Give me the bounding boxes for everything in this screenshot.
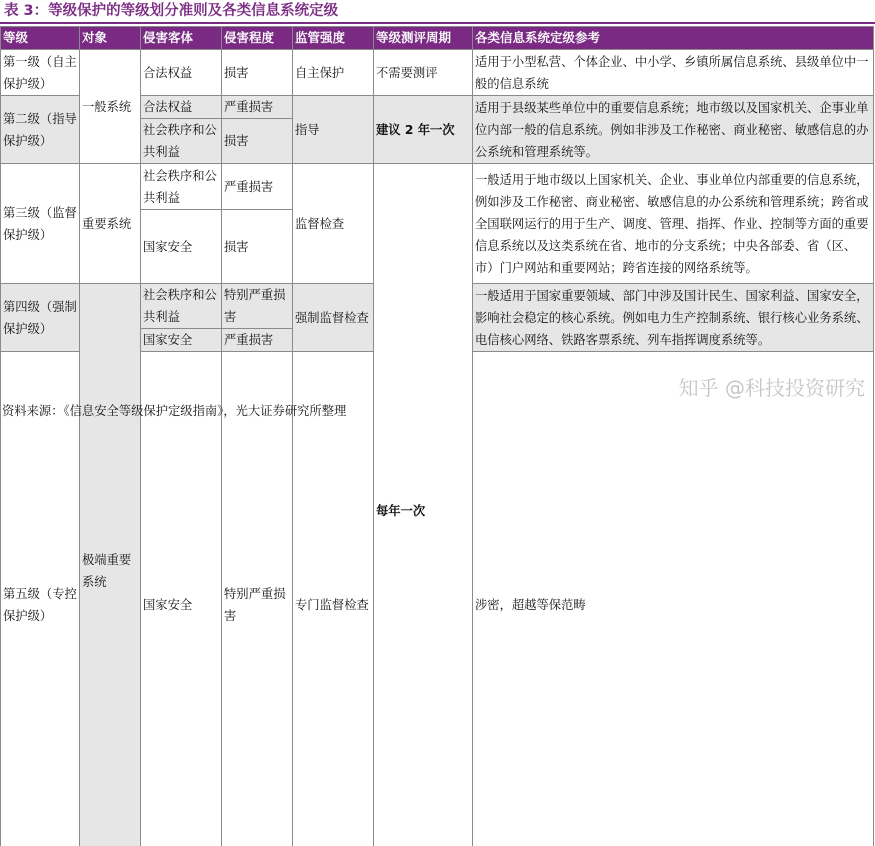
cell-reference: 一般适用于国家重要领域、部门中涉及国计民生、国家利益、国家安全，影响社会稳定的核心系统。例如电力生产控制系统、银行核心业务系统、电信核心网络、铁路客票系统、列车指挥调度系统等。: [473, 284, 874, 352]
cell-reference: 适用于小型私营、个体企业、中小学、乡镇所属信息系统、县级单位中一般的信息系统: [473, 50, 874, 96]
title-rule: [0, 22, 875, 24]
grading-table: [0, 26, 874, 846]
cell-degree: 损害: [222, 119, 293, 164]
header-cycle: 等级测评周期: [374, 27, 473, 50]
cell-victim: 社会秩序和公共利益: [141, 164, 222, 210]
header-degree: 侵害程度: [222, 27, 293, 50]
cell-supervision: 专门监督检查: [293, 352, 374, 846]
cell-degree: 特别严重损害: [222, 352, 293, 846]
cell-cycle: 建议 2 年一次: [374, 96, 473, 164]
cell-cycle: 每年一次: [374, 164, 473, 846]
header-row: [1, 27, 874, 50]
cell-reference: 适用于县级某些单位中的重要信息系统；地市级以及国家机关、企事业单位内部一般的信息系统。例如非涉及工作秘密、商业秘密、敏感信息的办公系统和管理系统等。: [473, 96, 874, 164]
cell-victim: 社会秩序和公共利益: [141, 119, 222, 164]
cell-degree: 严重损害: [222, 329, 293, 352]
cell-level: 第四级（强制保护级）: [1, 284, 80, 352]
table-title: [0, 0, 875, 26]
cell-object: 极端重要系统: [80, 284, 141, 846]
cell-degree: 损害: [222, 210, 293, 284]
cell-level: 第二级（指导保护级）: [1, 96, 80, 164]
watermark: 知乎 @科技投资研究: [679, 372, 865, 401]
cell-supervision: 强制监督检查: [293, 284, 374, 352]
cell-supervision: 自主保护: [293, 50, 374, 96]
cell-cycle: 不需要测评: [374, 50, 473, 96]
header-supervision: 监管强度: [293, 27, 374, 50]
cell-reference: 一般适用于地市级以上国家机关、企业、事业单位内部重要的信息系统，例如涉及工作秘密、商业秘密、敏感信息的办公系统和管理系统；跨省或全国联网运行的用于生产、调度、管理、指挥、作业、控制等方面的重要信息系统以及这类系统在省、地市的分支系统；中央各部委、省（区、市）门户网站和重要网站；跨省连接的网络系统等。: [473, 164, 874, 284]
cell-degree: 损害: [222, 50, 293, 96]
cell-victim: 社会秩序和公共利益: [141, 284, 222, 329]
cell-victim: 国家安全: [141, 210, 222, 284]
cell-victim: 国家安全: [141, 352, 222, 846]
cell-supervision: 监督检查: [293, 164, 374, 284]
cell-victim: 合法权益: [141, 96, 222, 119]
table-row: [1, 164, 874, 210]
header-object: 对象: [80, 27, 141, 50]
header-victim: 侵害客体: [141, 27, 222, 50]
source-note: 资料来源：《信息安全等级保护定级指南》，光大证券研究所整理: [2, 401, 346, 419]
cell-degree: 严重损害: [222, 164, 293, 210]
cell-degree: 严重损害: [222, 96, 293, 119]
cell-cycle: 涉密，超越等保范畴: [473, 352, 874, 846]
header-reference: 各类信息系统定级参考: [473, 27, 874, 50]
table-title-text: 表 3：等级保护的等级划分准则及各类信息系统定级: [4, 3, 338, 19]
cell-level: 第五级（专控保护级）: [1, 352, 80, 846]
header-level: 等级: [1, 27, 80, 50]
cell-object: 一般系统: [80, 50, 141, 164]
cell-victim: 合法权益: [141, 50, 222, 96]
cell-object: 重要系统: [80, 164, 141, 284]
cell-level: 第三级（监督保护级）: [1, 164, 80, 284]
cell-level: 第一级（自主保护级）: [1, 50, 80, 96]
table-row: [1, 50, 874, 96]
cell-degree: 特别严重损害: [222, 284, 293, 329]
cell-supervision: 指导: [293, 96, 374, 164]
cell-victim: 国家安全: [141, 329, 222, 352]
